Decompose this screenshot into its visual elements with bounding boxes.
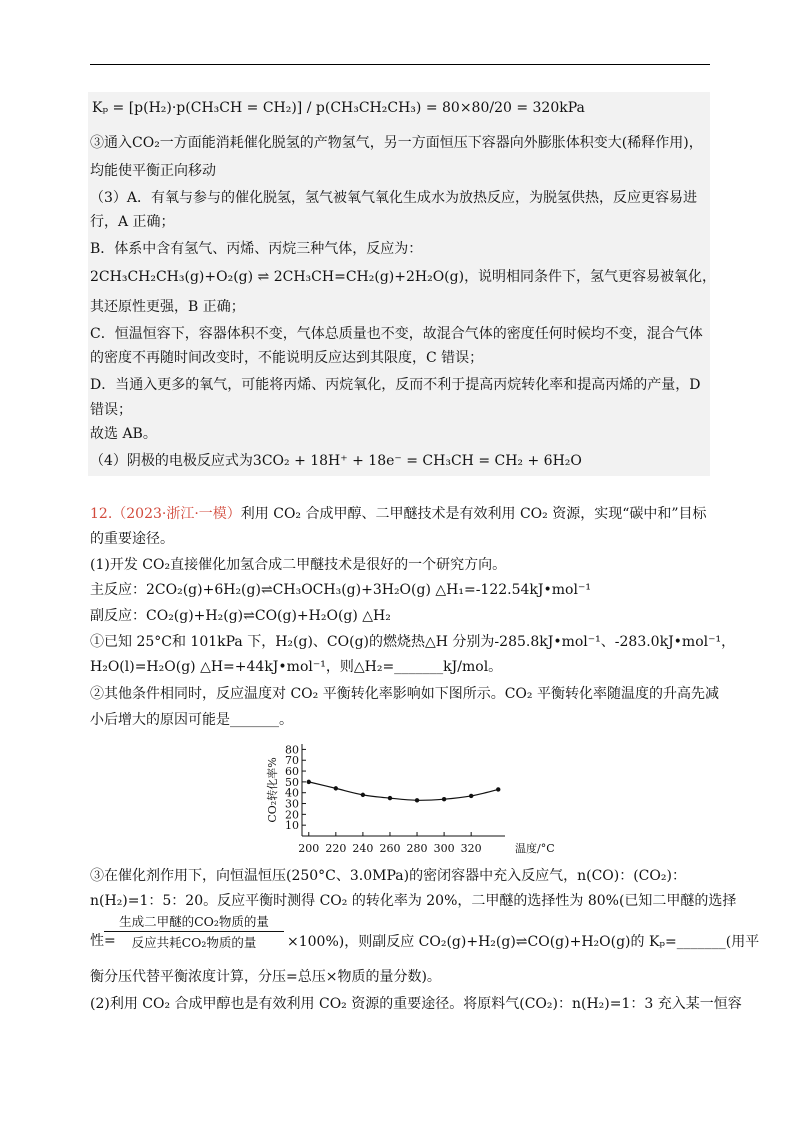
answer-line: 均能使平衡正向移动 [90, 163, 216, 179]
y-tick-label: 60 [285, 765, 299, 779]
fraction-lead: 性= [90, 933, 116, 949]
question-line: ③在催化剂作用下，向恒温恒压(250°C、3.0MPa)的密闭容器中充入反应气，n(CO)：(CO₂)： [90, 868, 686, 884]
y-tick-label: 30 [285, 797, 299, 811]
y-tick-label: 20 [285, 808, 299, 822]
question-12-heading [90, 504, 707, 524]
y-axis-label: CO₂转化率% [266, 757, 279, 823]
question-line: (1)开发 CO₂直接催化加氢合成二甲醚技术是很好的一个研究方向。 [90, 557, 507, 573]
question-source: （2023·浙江·一模） [112, 506, 241, 522]
answer-line: 错误； [90, 402, 132, 418]
answer-line: D．当通入更多的氧气，可能将丙烯、丙烷氧化，反而不利于提高丙烷转化率和提高丙烯的产量，D [90, 377, 701, 393]
answer-line: B．体系中含有氢气、丙烯、丙烷三种气体，反应为： [90, 241, 423, 257]
question-line: n(H₂)=1：5：20。反应平衡时测得 CO₂ 的转化率为 20%，二甲醚的选择性为 80%(已知二甲醚的选择 [90, 893, 737, 909]
x-tick-label: 200 [298, 842, 320, 855]
selectivity-fraction [104, 912, 284, 951]
side-reaction: 副反应：CO₂(g)+H₂(g)⇌CO(g)+H₂O(g) △H₂ [90, 608, 391, 624]
y-tick-label: 10 [285, 819, 299, 833]
x-tick-label: 240 [352, 842, 374, 855]
data-point [496, 787, 500, 791]
question-line: 小后增大的原因可能是_______。 [90, 712, 293, 728]
data-point [415, 798, 419, 802]
fraction-tail: ×100%)，则副反应 CO₂(g)+H₂(g)⇌CO(g)+H₂O(g)的 Kₚ=_______(用平 [287, 934, 760, 950]
kp-expression: Kₚ = [p(H₂)·p(CH₃CH = CH₂)] / p(CH₃CH₂CH₃) = 80×80/20 = 320kPa [92, 100, 585, 116]
y-tick-label: 50 [285, 775, 299, 789]
answer-line: （3）A．有氧与参与的催化脱氢，氢气被氧气氧化生成水为放热反应，为脱氢供热，反应更容易进 [90, 190, 698, 206]
answer-line: 的密度不再随时间改变时，不能说明反应达到其限度，C 错误； [90, 350, 484, 366]
question-line: 的重要途径。 [90, 531, 174, 547]
answer-line: 行，A 正确； [90, 214, 175, 230]
y-tick-label: 70 [285, 754, 299, 768]
answer-line: ③通入CO₂一方面能消耗催化脱氢的产物氢气，另一方面恒压下容器向外膨胀体积变大(稀释作用)， [90, 135, 703, 151]
question-line: 衡分压代替平衡浓度计算，分压=总压×物质的量分数)。 [90, 969, 441, 985]
answer-line: 其还原性更强，B 正确； [90, 299, 245, 315]
answer-line: 故选 AB。 [90, 426, 157, 442]
answer-line: C．恒温恒容下，容器体积不变，气体总质量也不变，故混合气体的密度任何时候均不变，混合气体 [90, 326, 703, 342]
answer-line: （4）阴极的电极反应式为3CO₂ + 18H⁺ + 18e⁻ = CH₃CH = CH₂ + 6H₂O [90, 453, 582, 469]
question-number: 12. [90, 506, 113, 522]
x-tick-label: 300 [433, 842, 455, 855]
data-point [469, 794, 473, 798]
y-tick-label: 80 [285, 743, 299, 757]
question-line: H₂O(l)=H₂O(g) △H=+44kJ•mol⁻¹，则△H₂=_______kJ/mol。 [90, 659, 503, 675]
fraction-denominator: 反应共耗CO₂物质的量 [131, 935, 257, 950]
x-tick-label: 260 [379, 842, 401, 855]
question-text: 利用 CO₂ 合成甲醇、二甲醚技术是有效利用 CO₂ 资源，实现“碳中和”目标 [240, 506, 707, 522]
conversion-chart [260, 738, 555, 868]
data-point [307, 780, 311, 784]
x-tick-label: 280 [406, 842, 428, 855]
y-tick-label: 40 [285, 786, 299, 800]
data-point [361, 793, 365, 797]
question-line: ②其他条件相同时，反应温度对 CO₂ 平衡转化率影响如下图所示。CO₂ 平衡转化率随温度的升高先减 [90, 686, 719, 702]
question-line: (2)利用 CO₂ 合成甲醇也是有效利用 CO₂ 资源的重要途径。将原料气(CO₂)：n(H₂)=1：3 充入某一恒容 [90, 996, 742, 1012]
data-point [388, 796, 392, 800]
x-axis-label: 温度/°C [515, 842, 555, 855]
answer-equation: 2CH₃CH₂CH₃(g)+O₂(g) ⇌ 2CH₃CH=CH₂(g)+2H₂O(g)，说明相同条件下，氢气更容易被氧化， [90, 269, 717, 285]
header-rule [90, 64, 710, 65]
x-tick-label: 220 [325, 842, 347, 855]
data-point [442, 797, 446, 801]
x-tick-label: 320 [460, 842, 482, 855]
main-reaction: 主反应：2CO₂(g)+6H₂(g)⇌CH₃OCH₃(g)+3H₂O(g) △H₁=-122.54kJ•mol⁻¹ [90, 582, 591, 598]
data-point [334, 786, 338, 790]
fraction-numerator: 生成二甲醚的CO₂物质的量 [104, 912, 284, 932]
question-line: ①已知 25°C和 101kPa 下，H₂(g)、CO(g)的燃烧热△H 分别为-285.8kJ•mol⁻¹、-283.0kJ•mol⁻¹， [90, 634, 736, 650]
